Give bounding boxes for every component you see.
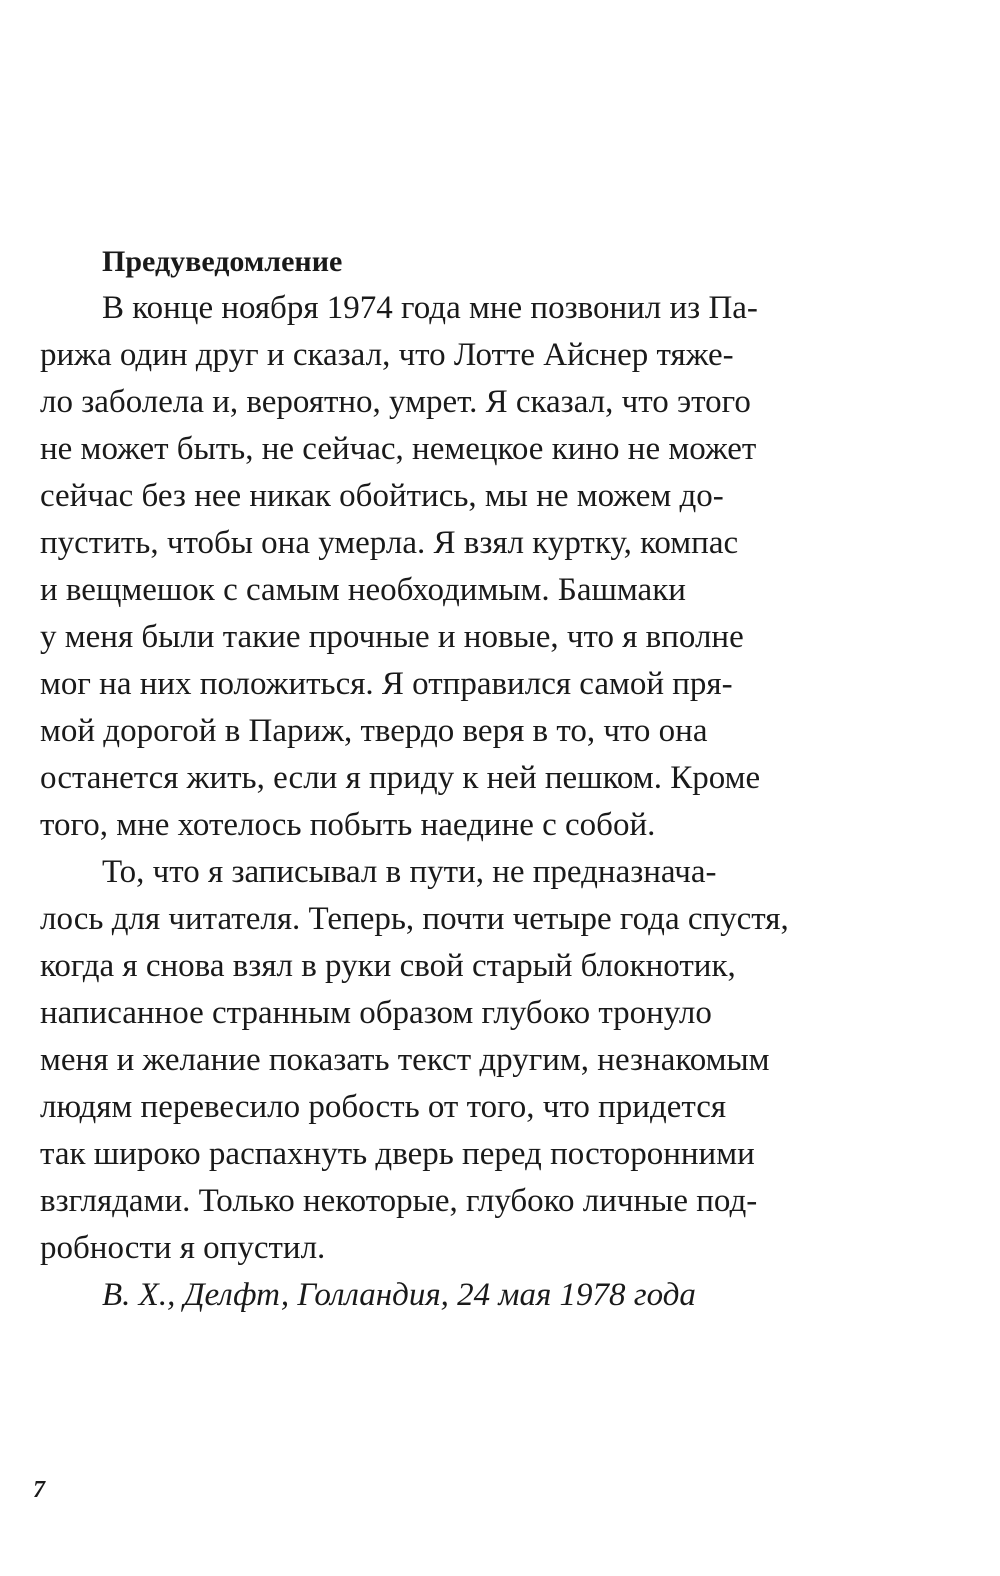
paragraph-line: лось для читателя. Теперь, почти четыре года спустя,: [40, 901, 789, 937]
paragraph-line: мог на них положиться. Я отправился самой пря-: [40, 666, 733, 702]
paragraph-2: [40, 849, 940, 1272]
section-heading: Предуведомление: [102, 245, 343, 278]
paragraph-line: людям перевесило робость от того, что придется: [40, 1089, 727, 1125]
paragraph-line: меня и желание показать текст другим, незнакомым: [40, 1042, 770, 1078]
paragraph-line: В конце ноября 1974 года мне позвонил из Па-: [102, 290, 758, 326]
paragraph-line: и вещмешок с самым необходимым. Башмаки: [40, 572, 686, 608]
paragraph-line: когда я снова взял в руки свой старый блокнотик,: [40, 948, 736, 984]
signature: В. Х., Делфт, Голландия, 24 мая 1978 года: [102, 1277, 696, 1313]
paragraph-1: [40, 285, 940, 849]
paragraph-line: мой дорогой в Париж, твердо веря в то, что она: [40, 713, 708, 749]
text-block: [40, 238, 940, 1319]
paragraph-line: сейчас без нее никак обойтись, мы не можем до-: [40, 478, 724, 514]
paragraph-line: рижа один друг и сказал, что Лотте Айснер тяже-: [40, 337, 734, 373]
paragraph-line: пустить, чтобы она умерла. Я взял куртку, компас: [40, 525, 739, 561]
paragraph-line: не может быть, не сейчас, немецкое кино не может: [40, 431, 757, 467]
paragraph-line: того, мне хотелось побыть наедине с собой.: [40, 807, 656, 843]
paragraph-line: взглядами. Только некоторые, глубоко личные под-: [40, 1183, 758, 1219]
paragraph-line: робности я опустил.: [40, 1230, 326, 1266]
paragraph-line: так широко распахнуть дверь перед посторонними: [40, 1136, 755, 1172]
paragraph-line: написанное странным образом глубоко тронуло: [40, 995, 712, 1031]
paragraph-line: ло заболела и, вероятно, умрет. Я сказал, что этого: [40, 384, 751, 420]
paragraph-line: у меня были такие прочные и новые, что я вполне: [40, 619, 744, 655]
page-number: 7: [33, 1477, 45, 1503]
paragraph-line: останется жить, если я приду к ней пешком. Кроме: [40, 760, 761, 796]
paragraph-line: То, что я записывал в пути, не предназнача-: [102, 854, 717, 890]
